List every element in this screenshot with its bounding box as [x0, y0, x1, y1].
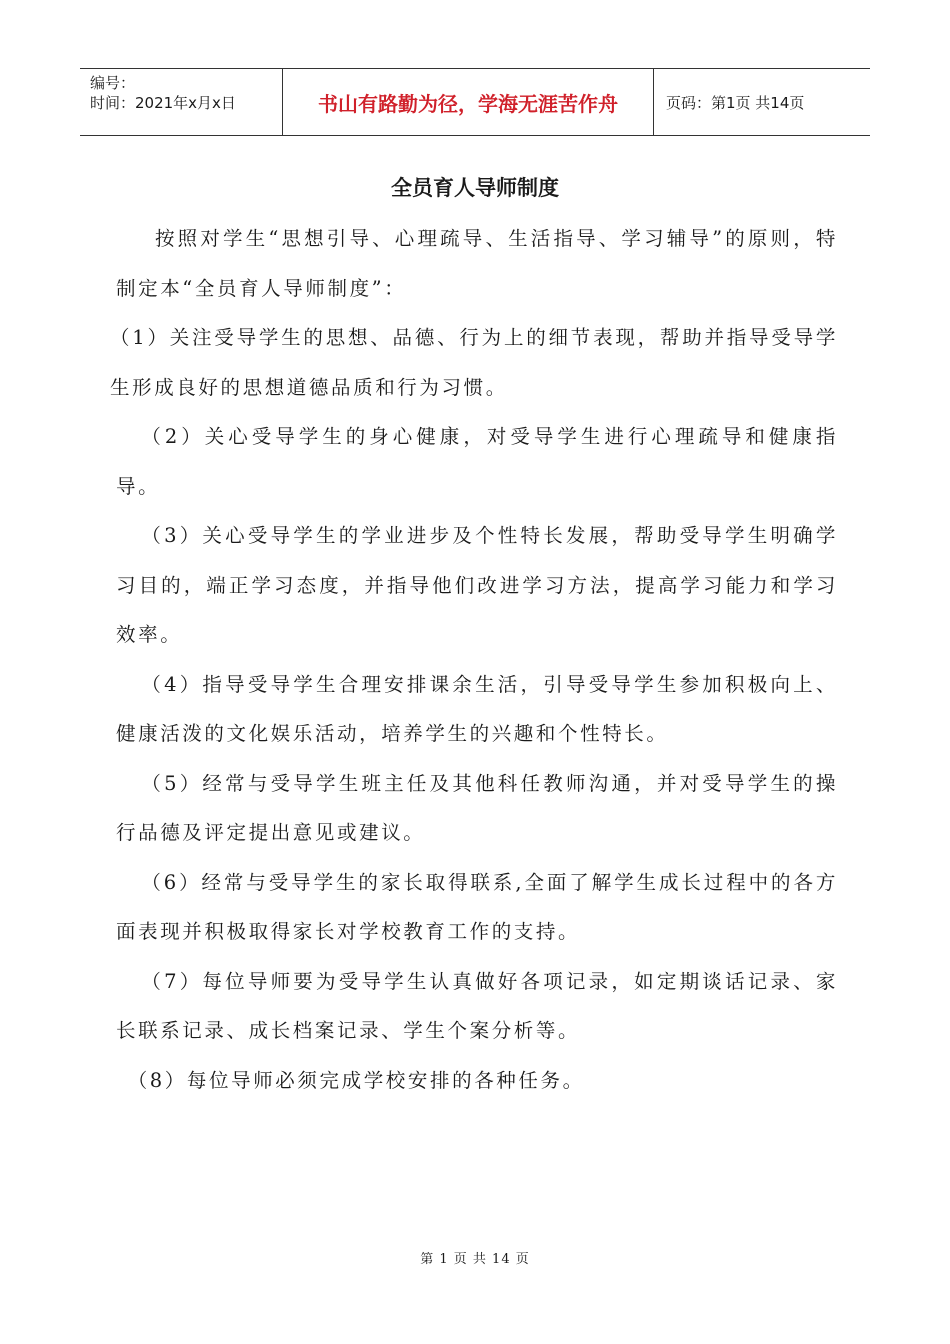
page-footer: 第 1 页 共 14 页: [420, 1252, 530, 1267]
rule-item-6: （6）经常与受导学生的家长取得联系,全面了解学生成长过程中的各方面表现并积极取得家长对学校教育工作的支持。: [116, 870, 838, 943]
page-header: [80, 68, 870, 136]
rule-item-7: （7）每位导师要为受导学生认真做好各项记录，如定期谈话记录、家长联系记录、成长档案记录、学生个案分析等。: [116, 969, 838, 1042]
header-meta: [80, 69, 283, 135]
document-number-label: 编号：: [90, 74, 136, 92]
document-body: [110, 214, 838, 1105]
rule-item-1: （1）关注受导学生的思想、品德、行为上的细节表现，帮助并指导受导学生形成良好的思想道德品质和行为习惯。: [110, 326, 838, 399]
rule-item-3: （3）关心受导学生的学业进步及个性特长发展，帮助受导学生明确学习目的，端正学习态度，并指导他们改进学习方法，提高学习能力和学习效率。: [116, 524, 838, 646]
document-time-label: 时间：2021年x月x日: [90, 94, 236, 112]
rule-item-2: （2）关心受导学生的身心健康，对受导学生进行心理疏导和健康指导。: [116, 425, 838, 498]
header-motto: 书山有路勤为径，学海无涯苦作舟: [283, 69, 654, 135]
header-page-info: 页码：第1页 共14页: [666, 93, 805, 112]
document-title: 全员育人导师制度: [391, 176, 559, 200]
rule-item-8: （8）每位导师必须完成学校安排的各种任务。: [127, 1068, 585, 1092]
rule-item-4: （4）指导受导学生合理安排课余生活，引导受导学生参加积极向上、健康活泼的文化娱乐活动，培养学生的兴趣和个性特长。: [116, 672, 838, 745]
rule-item-5: （5）经常与受导学生班主任及其他科任教师沟通，并对受导学生的操行品德及评定提出意见或建议。: [116, 771, 838, 844]
intro-paragraph: 按照对学生“思想引导、心理疏导、生活指导、学习辅导”的原则，特制定本“全员育人导师制度”：: [116, 227, 838, 300]
